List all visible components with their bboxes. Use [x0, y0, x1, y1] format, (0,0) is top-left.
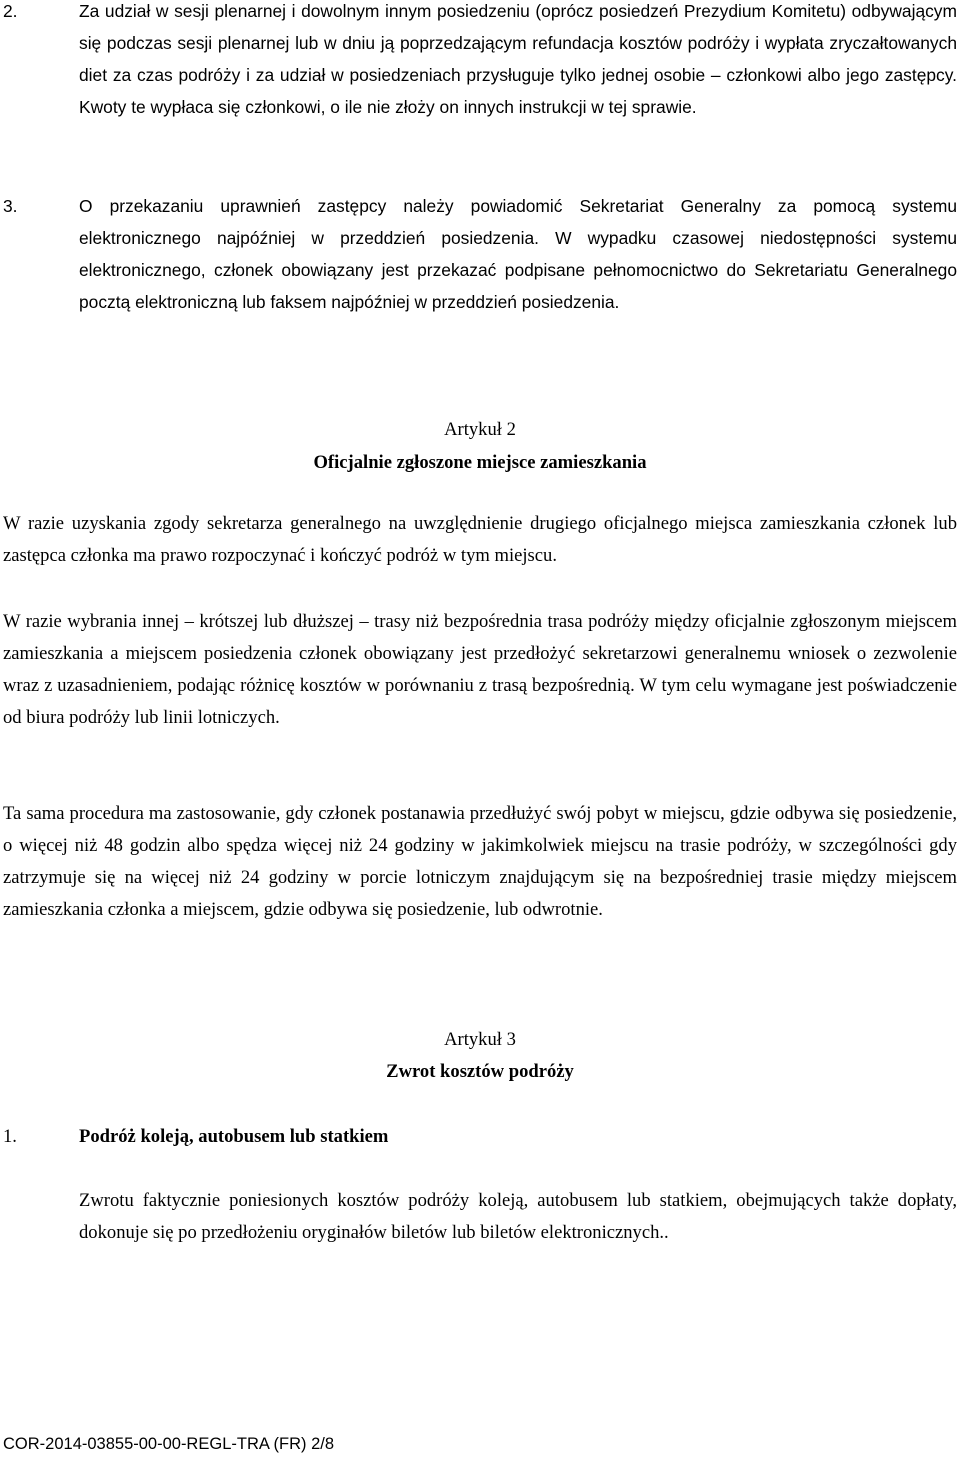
paragraph-item-2: [3, 0, 957, 123]
article-3-number: Artykuł 3: [444, 1029, 516, 1050]
paragraph-item-3: [3, 190, 957, 318]
document-reference-footer: COR-2014-03855-00-00-REGL-TRA (FR) 2/8: [3, 1435, 335, 1453]
item-number: 1.: [3, 1126, 17, 1147]
article-3-item-1-text: Zwrotu faktycznie poniesionych kosztów podróży koleją, autobusem lub statkiem, obejmujących także dopłaty, dokonuje się po przedłożeniu oryginałów biletów lub biletów elektronicznych..: [79, 1190, 957, 1243]
item-text: O przekazaniu uprawnień zastępcy należy powiadomić Sekretariat Generalny za pomocą systemu elektronicznego najpóźniej w przeddzień posiedzenia. W wypadku czasowej niedostępności systemu elektronicznego, członek obowiązany jest przekazać podpisane pełnomocnictwo do Sekretariatu Generalnego pocztą elektroniczną lub faksem najpóźniej w przeddzień posiedzenia.: [79, 196, 957, 312]
article-3-item-1-heading: [3, 1121, 957, 1153]
item-number: 3.: [3, 196, 18, 216]
article-2-paragraph-1: W razie uzyskania zgody sekretarza generalnego na uwzględnienie drugiego oficjalnego miejsca zamieszkania członek lub zastępca członka ma prawo rozpoczynać i kończyć podróż w tym miejscu.: [3, 513, 957, 566]
article-2-title: Oficjalnie zgłoszone miejsce zamieszkania: [313, 452, 647, 473]
article-2-paragraph-2: W razie wybrania innej – krótszej lub dłuższej – trasy niż bezpośrednia trasa podróży między oficjalnie zgłoszonym miejscem zamieszkania a miejscem posiedzenia członek obowiązany jest przedłożyć sekretarzowi generalnemu wniosek o zezwolenie wraz z uzasadnieniem, podając różnicę kosztów w porównaniu z trasą bezpośrednią. W tym celu wymagane jest poświadczenie od biura podróży lub linii lotniczych.: [3, 611, 957, 728]
article-2-number: Artykuł 2: [444, 419, 516, 440]
item-heading-label: Podróż koleją, autobusem lub statkiem: [79, 1126, 389, 1147]
article-2-paragraph-3: Ta sama procedura ma zastosowanie, gdy członek postanawia przedłużyć swój pobyt w miejscu, gdzie odbywa się posiedzenie, o więcej niż 48 godzin albo spędza więcej niż 24 godziny w jakimkolwiek miejscu na trasie podróży, w szczególności gdy zatrzymuje się na więcej niż 24 godziny w porcie lotniczym znajdującym się na bezpośredniej trasie między miejscem zamieszkania członka a miejscem, gdzie odbywa się posiedzenie, lub odwrotnie.: [3, 803, 957, 920]
item-text: Za udział w sesji plenarnej i dowolnym innym posiedzeniu (oprócz posiedzeń Prezydium Komitetu) odbywającym się podczas sesji plenarnej lub w dniu ją poprzedzającym refundacja kosztów podróży i wypłata zryczałtowanych diet za czas podróży i za udział w posiedzeniach przysługuje tylko jednej osobie – członkowi albo jego zastępcy. Kwoty te wypłaca się członkowi, o ile nie złoży on innych instrukcji w tej sprawie.: [79, 1, 957, 117]
article-3-title: Zwrot kosztów podróży: [386, 1061, 574, 1082]
item-number: 2.: [3, 1, 18, 21]
